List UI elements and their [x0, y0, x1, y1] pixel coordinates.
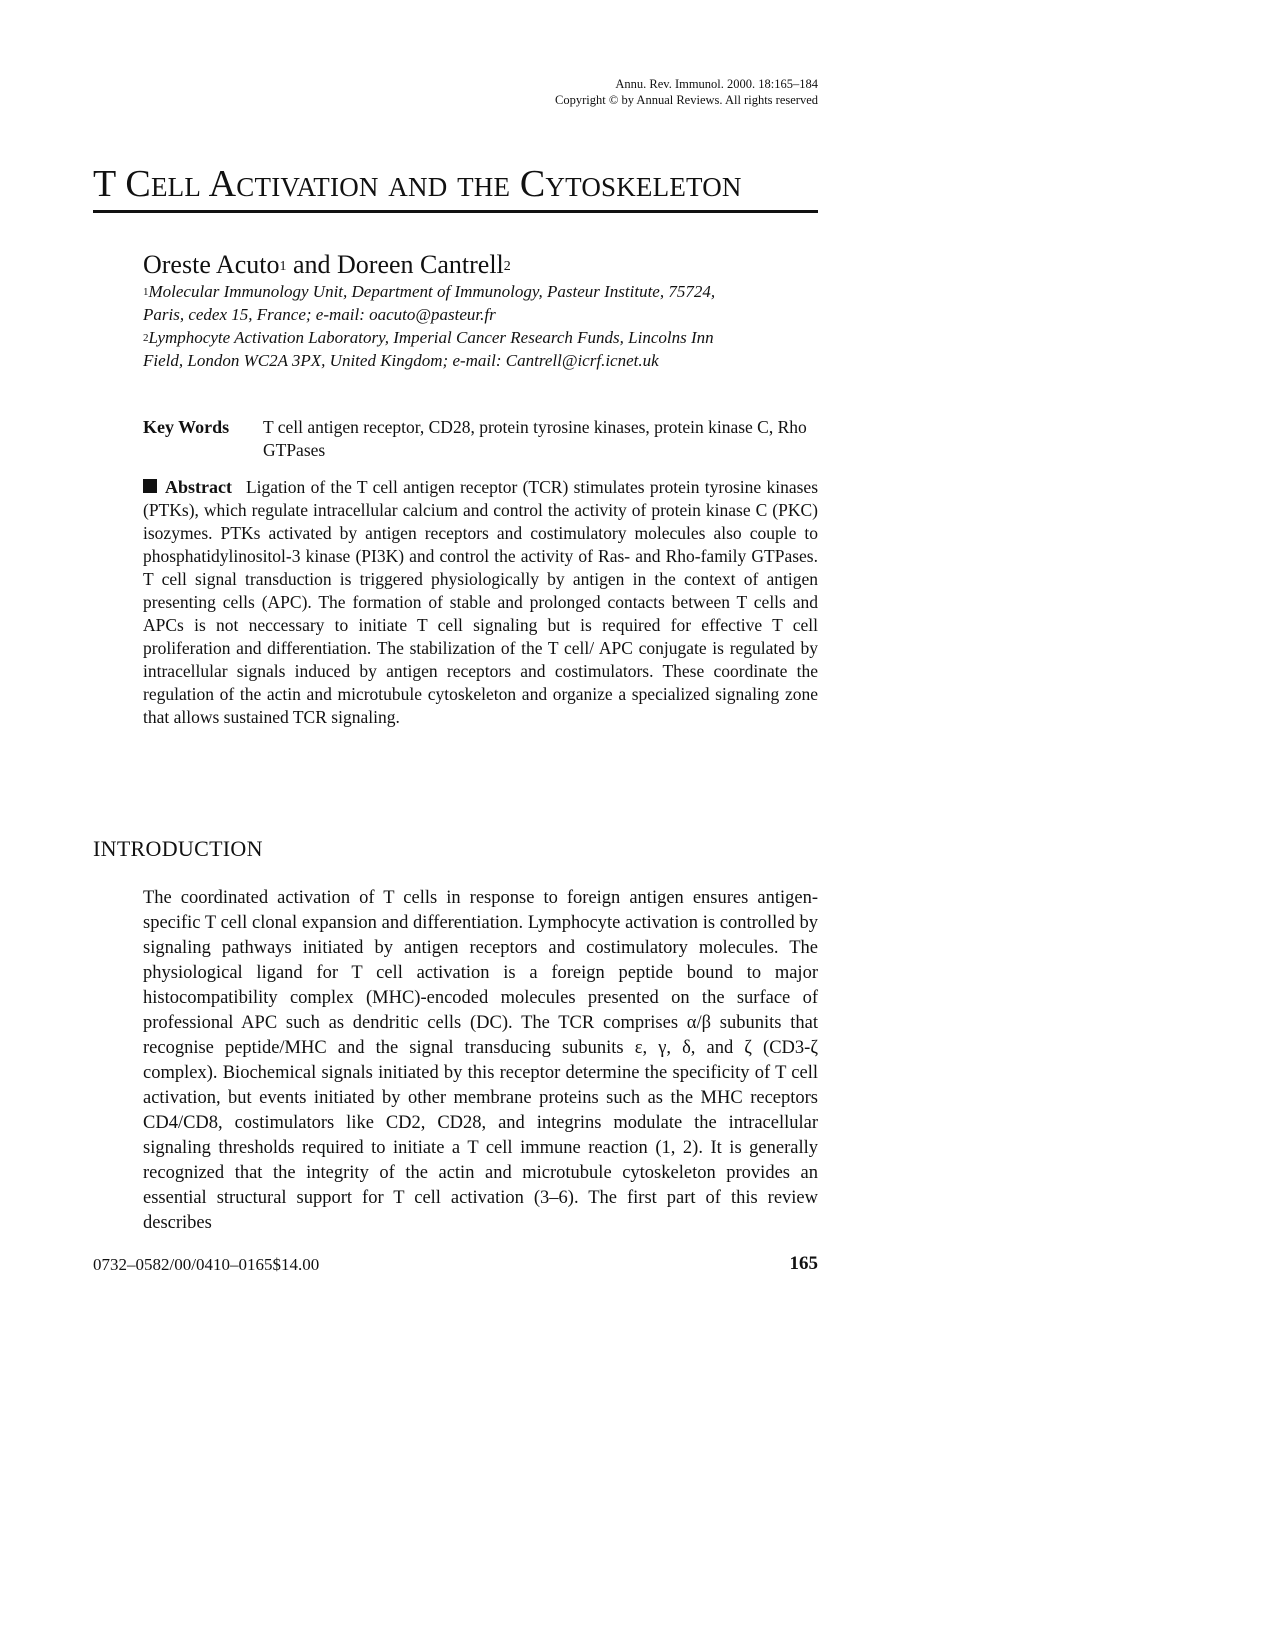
affiliation-1-line-1: [143, 280, 823, 303]
affiliation-1-line-2: Paris, cedex 15, France; e-mail: oacuto@pasteur.fr: [143, 305, 496, 324]
author-line: [143, 250, 511, 280]
introduction-heading: INTRODUCTION: [93, 836, 263, 861]
affiliation-2-line-1: [143, 326, 823, 349]
abstract-square-icon: [143, 479, 157, 493]
page-number: 165: [789, 1253, 818, 1274]
keywords-label: Key Words: [143, 417, 230, 437]
article-title: T Cell Activation and the Cytoskeleton: [93, 163, 742, 205]
author-2-affiliation-mark: 2: [503, 259, 511, 274]
affiliation-1-mark: 1: [143, 286, 149, 298]
affiliations: [143, 280, 823, 372]
abstract-text: Ligation of the T cell antigen receptor (TCR) stimulates protein tyrosine kinases (PTKs), which regulate intracellular calcium and control the activity of protein kinase C (PKC) isozymes. PTKs activated by antigen receptors and costimulatory molecules also couple to phosphatidylinositol-3 kinase (PI3K) and control the activity of Ras- and Rho-family GTPases. T cell signal transduction is triggered physiologically by antigen in the context of antigen presenting cells (APC). The formation of stable and prolonged contacts between T cells and APCs is not neccessary to initiate T cell signaling but is required for effective T cell proliferation and differentiation. The stabilization of the T cell/ APC conjugate is regulated by intracellular signals induced by antigen receptors and costimulators. These coordinate the regulation of the actin and microtubule cytoskeleton and organize a specialized signaling zone that allows sustained TCR signaling.: [143, 477, 818, 727]
copyright-notice: Copyright © by Annual Reviews. All rights reserved: [555, 93, 818, 107]
author-1: Oreste Acuto: [143, 250, 280, 279]
author-2: Doreen Cantrell: [337, 250, 504, 279]
affiliation-2-text: Lymphocyte Activation Laboratory, Imperial Cancer Research Funds, Lincolns Inn: [148, 328, 714, 347]
footer-code: 0732–0582/00/0410–0165$14.00: [93, 1255, 320, 1274]
affiliation-2-line-2: Field, London WC2A 3PX, United Kingdom; e-mail: Cantrell@icrf.icnet.uk: [143, 351, 659, 370]
journal-citation: Annu. Rev. Immunol. 2000. 18:165–184: [615, 77, 818, 91]
author-1-affiliation-mark: 1: [279, 259, 287, 274]
journal-header: [440, 76, 818, 108]
introduction-paragraph: The coordinated activation of T cells in response to foreign antigen ensures antigen-specific T cell clonal expansion and differentiation. Lymphocyte activation is controlled by signaling pathways initiated by antigen receptors and costimulatory molecules. The physiological ligand for T cell activation is a foreign peptide bound to major histocompatibility complex (MHC)-encoded molecules presented on the surface of professional APC such as dendritic cells (DC). The TCR comprises α/β subunits that recognise peptide/MHC and the signal transducing subunits ε, γ, δ, and ζ (CD3-ζ complex). Biochemical signals initiated by this receptor determine the specificity of T cell activation, but events initiated by other membrane proteins such as the MHC receptors CD4/CD8, costimulators like CD2, CD28, and integrins modulate the intracellular signaling thresholds required to initiate a T cell immune reaction (1, 2). It is generally recognized that the integrity of the actin and microtubule cytoskeleton provides an essential structural support for T cell activation (3–6). The first part of this review describes: [143, 888, 818, 1233]
title-rule: [93, 210, 818, 213]
affiliation-2-mark: 2: [143, 332, 149, 344]
keywords-text: T cell antigen receptor, CD28, protein tyrosine kinases, protein kinase C, Rho GTPases: [263, 417, 807, 460]
abstract-block: [143, 476, 818, 729]
abstract-label: Abstract: [165, 477, 232, 497]
author-conjunction: and: [286, 250, 338, 279]
affiliation-1-text: Molecular Immunology Unit, Department of Immunology, Pasteur Institute, 75724,: [148, 282, 716, 301]
